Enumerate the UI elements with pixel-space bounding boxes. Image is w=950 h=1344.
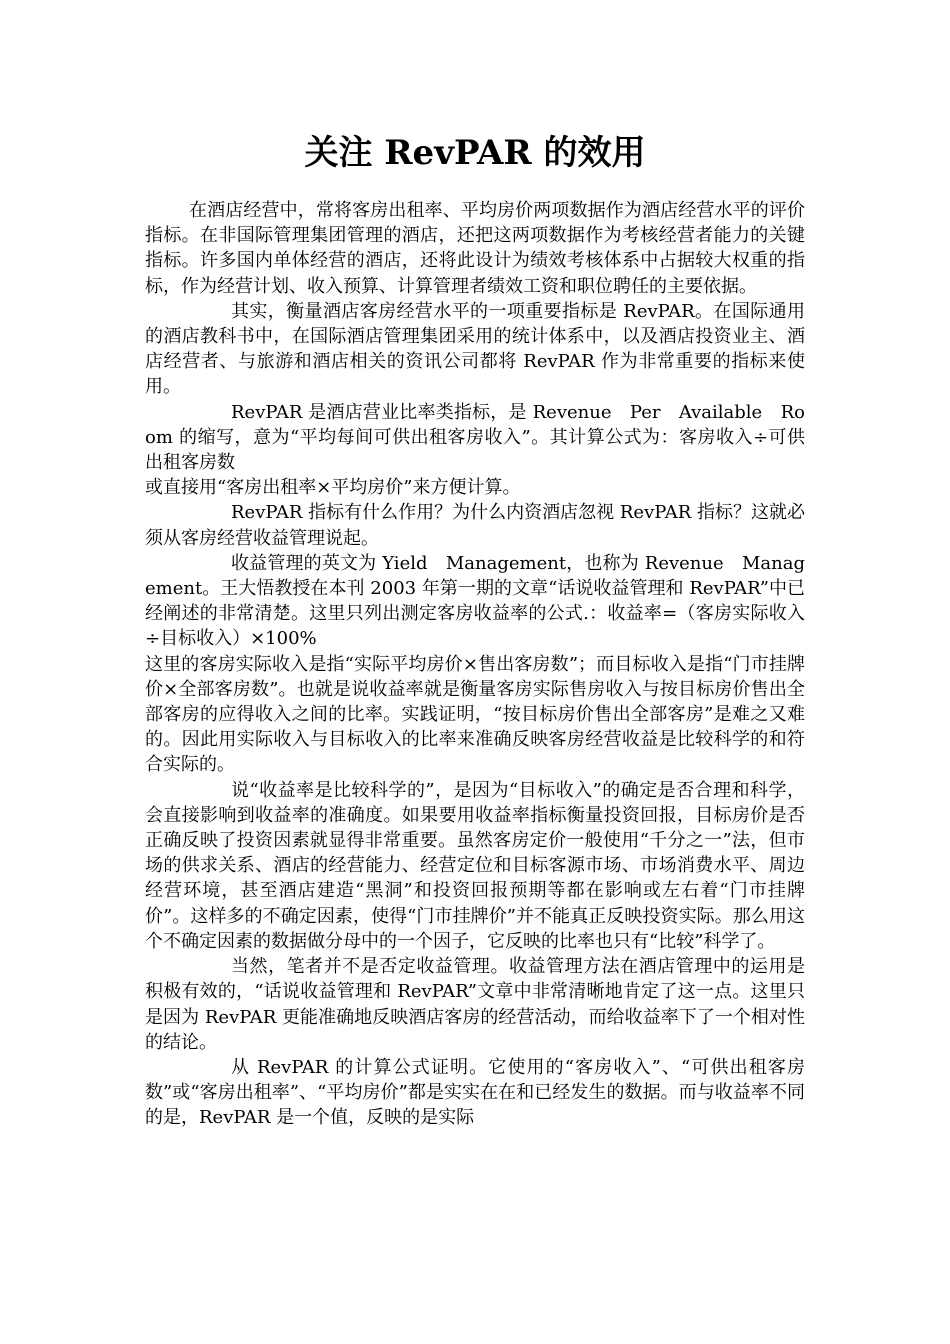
paragraph-4: 或直接用“客房出租率×平均房价”来方便计算。	[145, 477, 521, 499]
paragraph-7: 这里的客房实际收入是指“实际平均房价×售出客房数”；而目标收入是指“门市挂牌价×全部客房数”。也就是说收益率就是衡量客房实际售房收入与按目标房价售出全部客房的应得收入之间的比率。实践证明，“按目标房价售出全部客房”是难之又难的。因此用实际收入与目标收入的比率来准确反映客房经营收益是比较科学的和符合实际的。	[145, 653, 805, 776]
document-body	[145, 198, 805, 1131]
paragraph-5: RevPAR 指标有什么作用？为什么内资酒店忽视 RevPAR 指标？这就必须从客房经营收益管理说起。	[145, 502, 805, 549]
paragraph-9: 当然，笔者并不是否定收益管理。收益管理方法在酒店管理中的运用是积极有效的，“话说收益管理和 RevPAR”文章中非常清晰地肯定了这一点。这里只是因为 RevPAR 更能准确地反映酒店客房的经营活动，而给收益率下了一个相对性的结论。	[145, 956, 805, 1053]
paragraph-6: 收益管理的英文为 Yield Management，也称为 Revenue Management。王大悟教授在本刊 2003 年第一期的文章“话说收益管理和 RevPAR”中已经阐述的非常清楚。这里只列出测定客房收益率的公式.：收益率=（客房实际收入÷目标收入）×100%	[145, 552, 805, 650]
paragraph-3: RevPAR 是酒店营业比率类指标，是 Revenue Per Available Room 的缩写，意为“平均每间可供出租客房收入”。其计算公式为：客房收入÷可供出租客房数	[145, 401, 805, 474]
paragraph-2: 其实，衡量酒店客房经营水平的一项重要指标是 RevPAR。在国际通用的酒店教科书中，在国际酒店管理集团采用的统计体系中，以及酒店投资业主、酒店经营者、与旅游和酒店相关的资讯公司都将 RevPAR 作为非常重要的指标来使用。	[145, 300, 805, 398]
paragraph-1: 在酒店经营中，常将客房出租率、平均房价两项数据作为酒店经营水平的评价指标。在非国际管理集团管理的酒店，还把这两项数据作为考核经营者能力的关键指标。许多国内单体经营的酒店，还将此设计为绩效考核体系中占据较大权重的指标，作为经营计划、收入预算、计算管理者绩效工资和职位聘任的主要依据。	[145, 200, 805, 297]
paragraph-8: 说“收益率是比较科学的”，是因为“目标收入”的确定是否合理和科学，会直接影响到收益率的准确度。如果要用收益率指标衡量投资回报，目标房价是否正确反映了投资因素就显得非常重要。虽然客房定价一般使用“千分之一”法，但市场的供求关系、酒店的经营能力、经营定位和目标客源市场、市场消费水平、周边经营环境，甚至酒店建造“黑洞”和投资回报预期等都在影响或左右着“门市挂牌价”。这样多的不确定因素，使得“门市挂牌价”并不能真正反映投资实际。那么用这个不确定因素的数据做分母中的一个因子，它反映的比率也只有“比较”科学了。	[145, 779, 805, 952]
document-title: 关注 RevPAR 的效用	[304, 133, 646, 173]
paragraph-10: 从 RevPAR 的计算公式证明。它使用的“客房收入”、“可供出租客房数”或“客房出租率”、“平均房价”都是实实在在和已经发生的数据。而与收益率不同的是，RevPAR 是一个值，反映的是实际	[145, 1056, 805, 1129]
